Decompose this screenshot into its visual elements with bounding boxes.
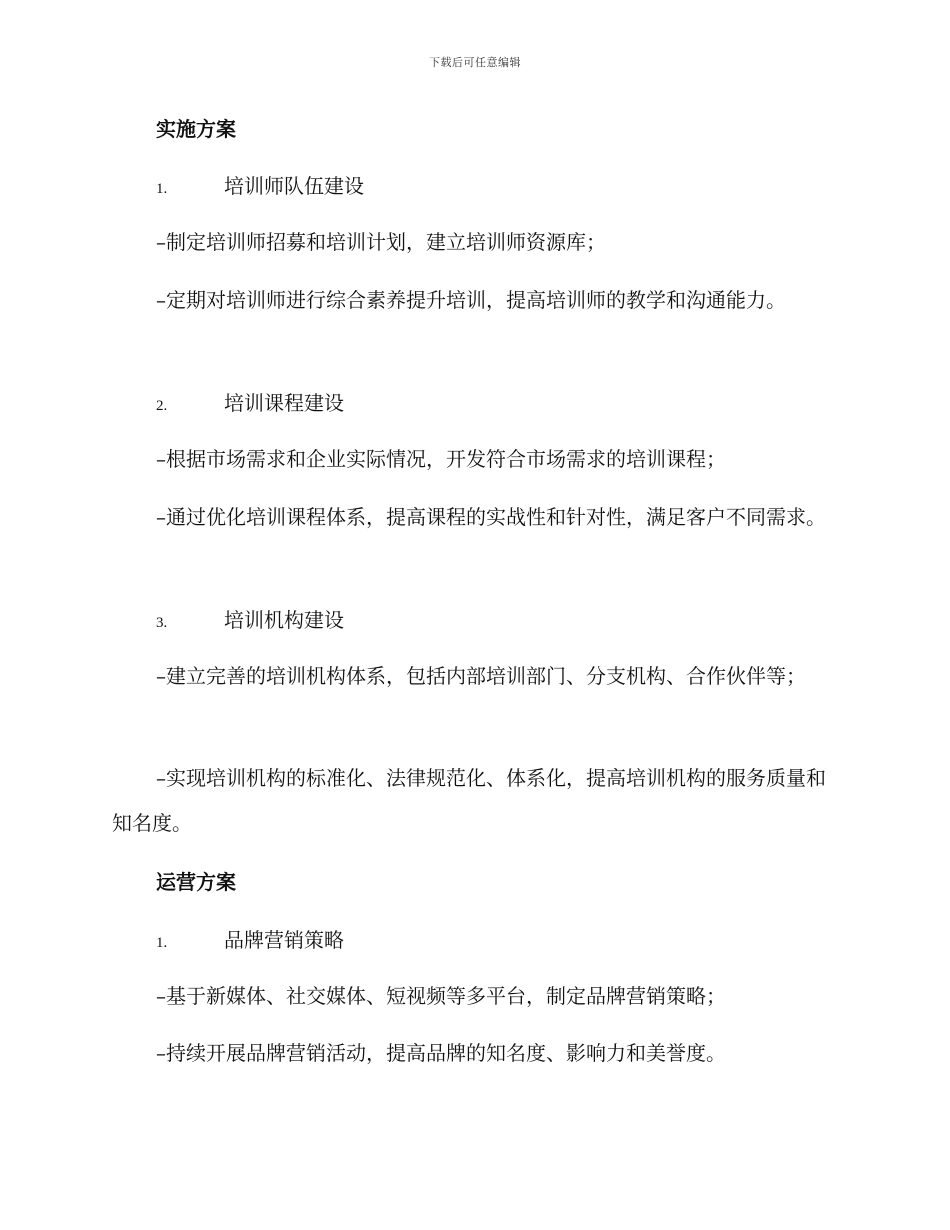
list-item <box>156 606 344 637</box>
section-heading-operations: 运营方案 <box>156 870 236 894</box>
item-title: 培训机构建设 <box>224 608 344 632</box>
paragraph: –根据市场需求和企业实际情况，开发符合市场需求的培训课程； <box>156 447 726 471</box>
paragraph: –基于新媒体、社交媒体、短视频等多平台，制定品牌营销策略； <box>156 984 726 1008</box>
item-title: 培训师队伍建设 <box>224 174 364 198</box>
item-number: 3. <box>156 615 168 631</box>
list-item <box>156 926 344 957</box>
paragraph: –持续开展品牌营销活动，提高品牌的知名度、影响力和美誉度。 <box>156 1041 726 1065</box>
page-header-note: 下载后可任意编辑 <box>429 56 521 69</box>
item-title: 培训课程建设 <box>224 391 344 415</box>
paragraph: –实现培训机构的标准化、法律规范化、体系化，提高培训机构的服务质量和知名度。 <box>112 766 826 835</box>
item-number: 1. <box>156 181 168 197</box>
list-item <box>156 172 364 203</box>
paragraph: –制定培训师招募和培训计划，建立培训师资源库； <box>156 230 606 254</box>
paragraph: –通过优化培训课程体系，提高课程的实战性和针对性，满足客户不同需求。 <box>156 505 826 529</box>
paragraph: –定期对培训师进行综合素养提升培训，提高培训师的教学和沟通能力。 <box>156 288 786 312</box>
item-title: 品牌营销策略 <box>224 928 344 952</box>
paragraph: –建立完善的培训机构体系，包括内部培训部门、分支机构、合作伙伴等； <box>156 664 806 688</box>
section-heading-implementation: 实施方案 <box>156 117 236 141</box>
item-number: 2. <box>156 398 168 414</box>
list-item <box>156 389 344 420</box>
item-number: 1. <box>156 935 168 951</box>
